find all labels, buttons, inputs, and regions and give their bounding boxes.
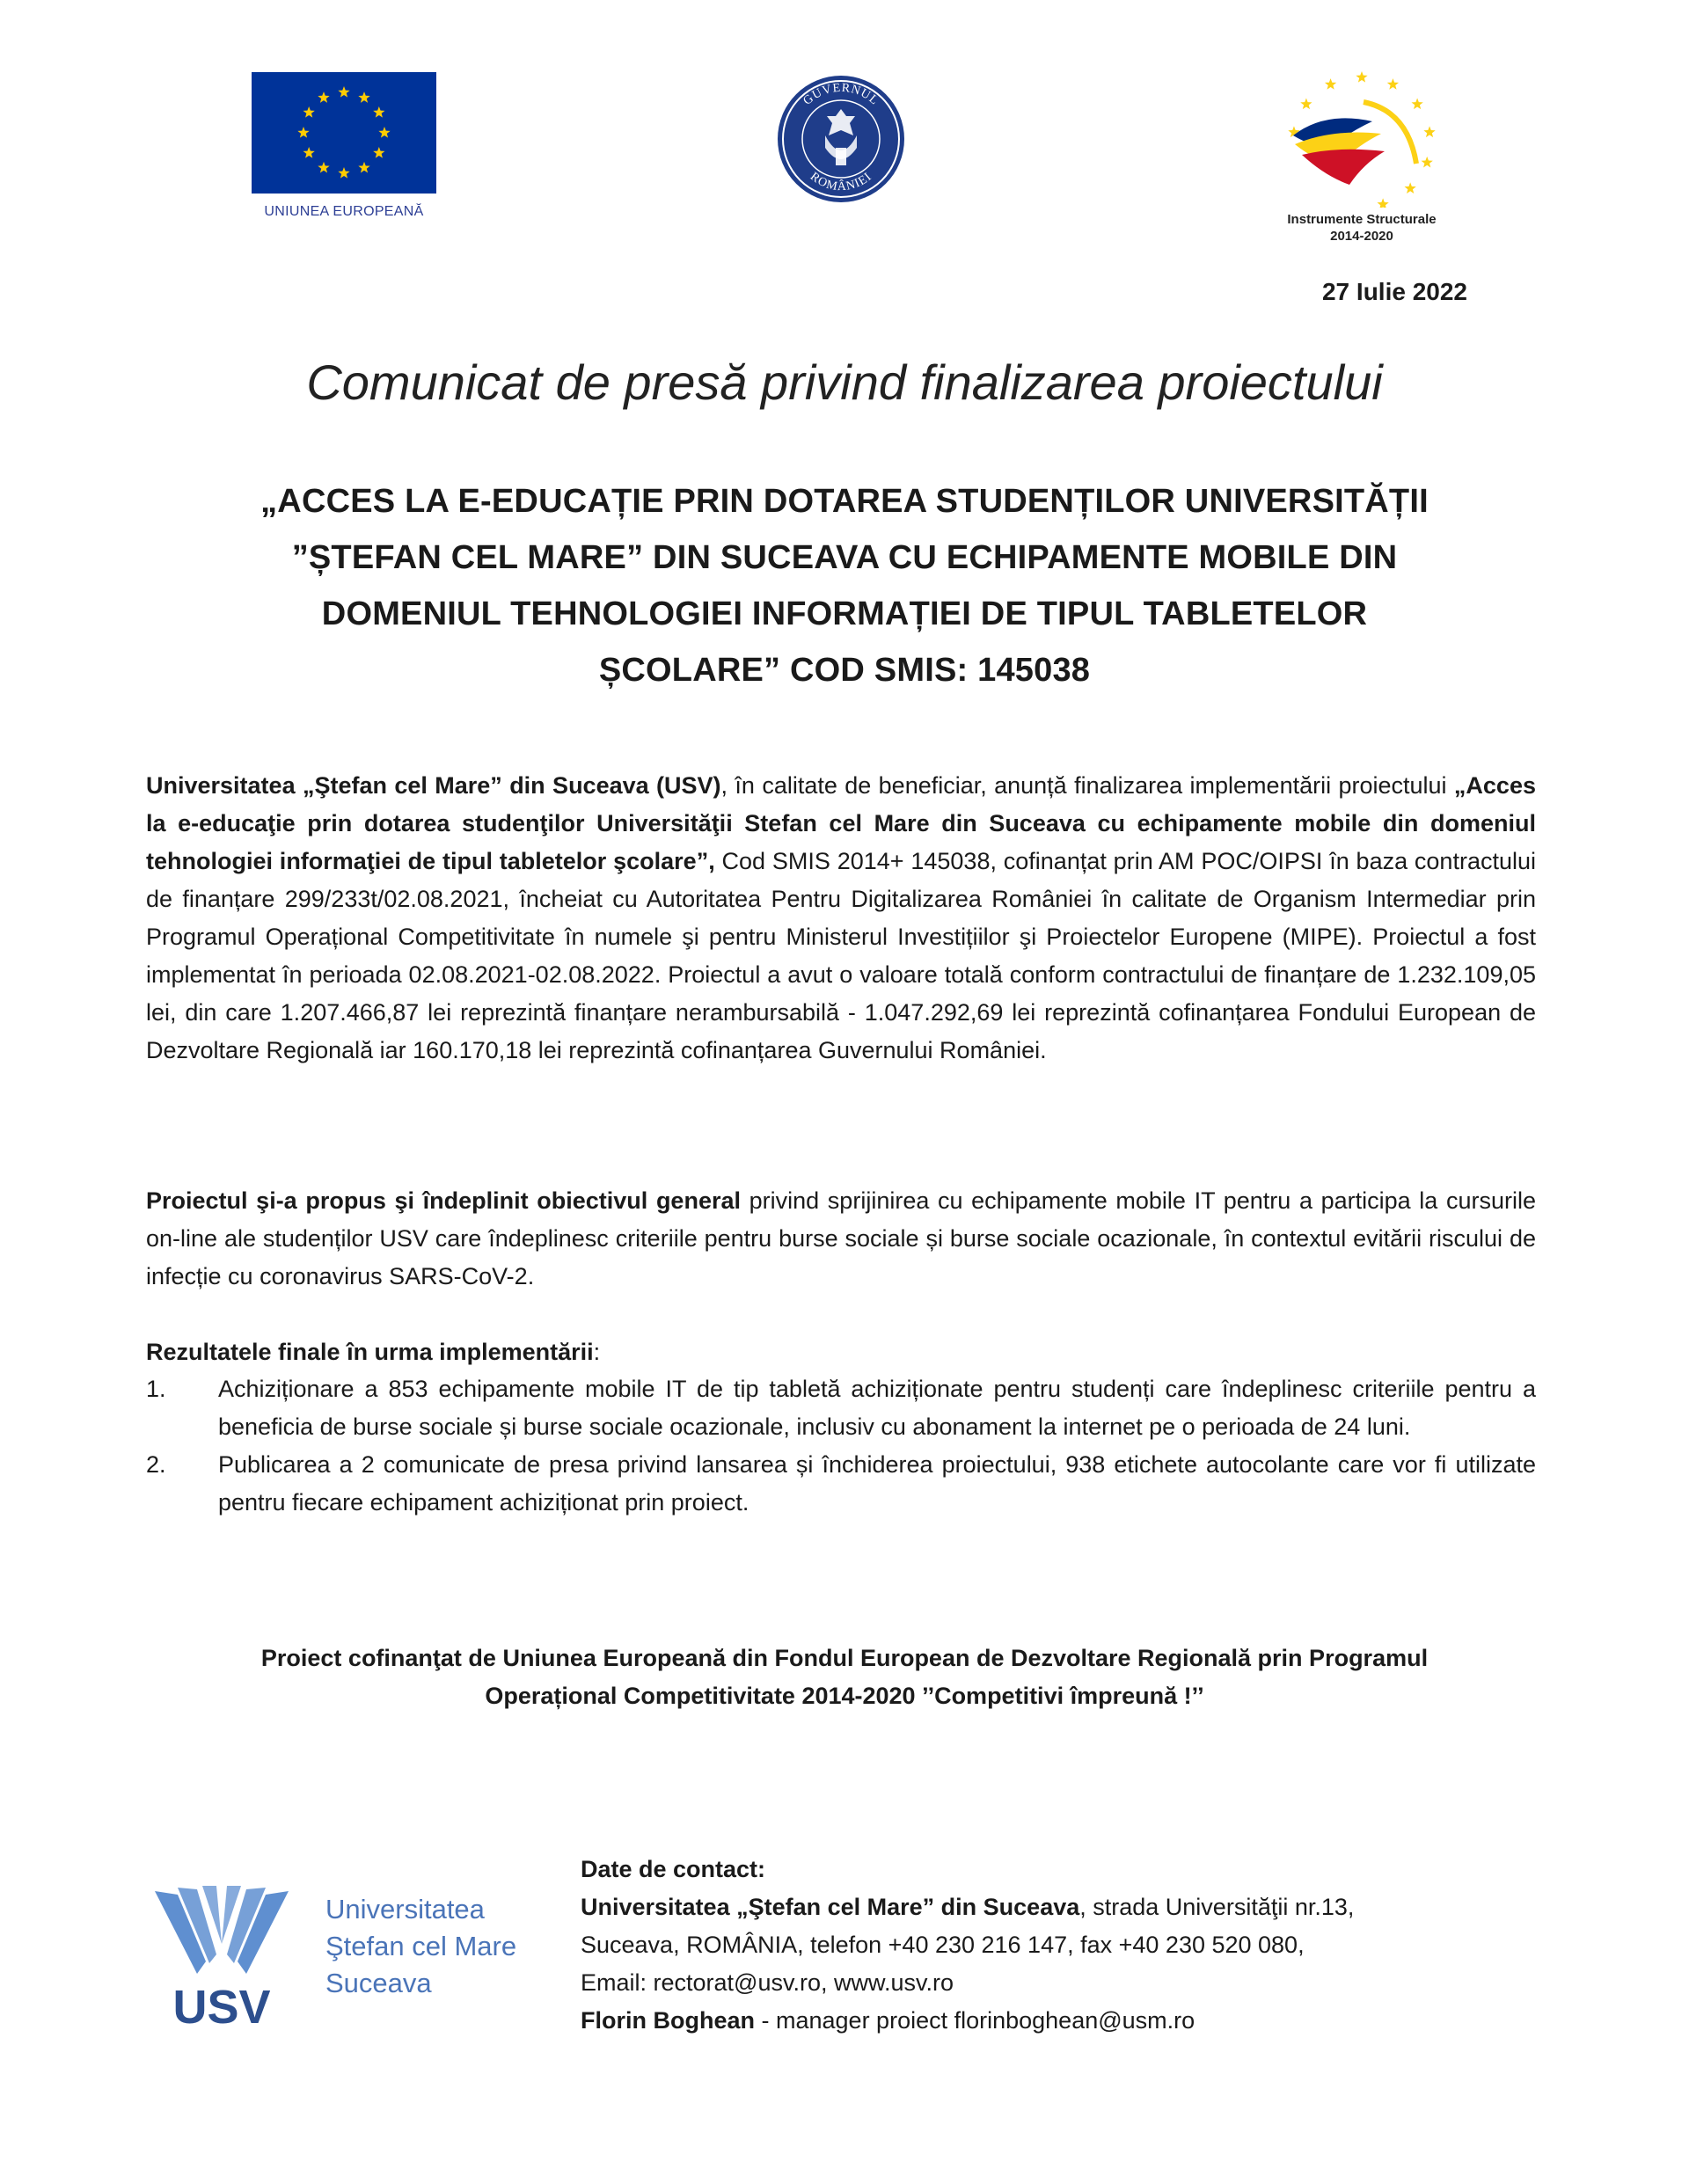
list-item-number: 1. xyxy=(146,1376,166,1402)
instrumente-structurale-label xyxy=(1249,211,1474,245)
usv-monogram: USV xyxy=(172,1981,271,2034)
intro-paragraph xyxy=(146,767,1536,1070)
contact-address: , strada Universităţii nr.13, xyxy=(1079,1894,1355,1920)
intro-text: , în calitate de beneficiar, anunță finalizarea implementării proiectului xyxy=(720,772,1454,799)
usv-name-line: Universitatea xyxy=(325,1894,485,1925)
is-star-icon xyxy=(1356,71,1367,83)
financing-details: Cod SMIS 2014+ 145038, cofinanțat prin AM POC/OIPSI în baza contractului de finanțare 299/233t/02.08.2021, încheiat cu Autoritatea Pentru Digitalizarea României în calitate de Organism Intermediar prin Programul Operațional Competitivitate în numele şi pentru Ministerul Investițiilor şi Proiectelor Europene (MIPE). Proiectul a fost implementat în perioada 02.08.2021-02.08.2022. Proiectul a avut o valoare totală conform contractului de finanțare de 1.232.109,05 lei, din care 1.207.466,87 lei reprezintă finanțare nerambursabilă - 1.047.292,69 lei reprezintă cofinanțarea Fondului European de Dezvoltare Regională iar 160.170,18 lei reprezintă cofinanțarea Guvernului României. xyxy=(146,848,1536,1063)
usv-name-line: Ştefan cel Mare xyxy=(325,1931,517,1961)
cofinancing-note-line: Operațional Competitivitate 2014-2020 ’’Competitivi împreună !’’ xyxy=(485,1683,1204,1709)
objective-paragraph xyxy=(146,1182,1536,1296)
contact-address-line2: Suceava, ROMÂNIA, telefon +40 230 216 147, fax +40 230 520 080, xyxy=(581,1932,1305,1958)
results-heading-colon: : xyxy=(593,1339,601,1365)
cofinancing-note xyxy=(176,1640,1513,1715)
contact-manager-name: Florin Boghean xyxy=(581,2007,755,2034)
list-item xyxy=(146,1370,1536,1446)
contact-email-line: Email: rectorat@usv.ro, www.usv.ro xyxy=(581,1969,954,1996)
cofinancing-note-line: Proiect cofinanţat de Uniunea Europeană din Fondul European de Dezvoltare Regională prin Programul xyxy=(260,1645,1429,1671)
results-heading xyxy=(146,1333,1536,1371)
is-star-icon xyxy=(1422,157,1433,168)
project-title-line: ȘCOLARE” COD SMIS: 145038 xyxy=(598,652,1091,689)
usv-university-logo xyxy=(148,1882,296,2034)
list-item-text: Achiziționare a 853 echipamente mobile IT de tip tabletă achiziționate pentru studenți care îndeplinesc criteriile pentru a beneficia de burse sociale și burse sociale ocazionale, inclusiv cu abonament la internet pe o perioada de 24 luni. xyxy=(218,1376,1536,1440)
project-title-line: „ACCES LA E-EDUCAȚIE PRIN DOTAREA STUDENȚILOR UNIVERSITĂȚII xyxy=(260,483,1429,520)
beneficiary-name: Universitatea „Ştefan cel Mare” din Suceava (USV) xyxy=(146,772,721,799)
is-star-icon xyxy=(1405,182,1416,194)
is-label-line1: Instrumente Structurale xyxy=(1287,212,1437,227)
contact-heading: Date de contact: xyxy=(581,1856,766,1882)
usv-name-logo-text xyxy=(325,1891,563,2002)
usv-name-line: Suceava xyxy=(325,1968,432,1998)
list-item-number: 2. xyxy=(146,1451,166,1478)
page-title: Comunicat de presă privind finalizarea proiectului xyxy=(306,354,1383,410)
objective-text: privind sprijinirea cu echipamente mobile IT pentru a participa la cursurile on-line ale studenților USV care îndeplinesc criteriile pentru burse sociale și burse sociale ocazionale, în contextul evitării riscului de infecție cu coronavirus SARS-CoV-2. xyxy=(146,1187,1536,1289)
is-star-icon xyxy=(1423,126,1435,137)
eu-flag-logo xyxy=(252,72,436,194)
eu-label: UNIUNEA EUROPEANĂ xyxy=(264,204,424,219)
is-star-icon xyxy=(1325,78,1336,90)
is-star-icon xyxy=(1387,78,1399,90)
is-star-icon xyxy=(1300,99,1312,110)
objective-lead: Proiectul şi-a propus şi îndeplinit obiectivul general xyxy=(146,1187,741,1214)
instrumente-structurale-logo xyxy=(1276,67,1448,208)
project-title-line: DOMENIUL TEHNOLOGIEI INFORMAȚIEI DE TIPUL TABLETELOR xyxy=(321,595,1368,632)
is-label-line2: 2014-2020 xyxy=(1330,229,1393,244)
project-name: „Acces la e-educaţie prin dotarea studenţilor Universităţii Stefan cel Mare din Suceava cu echipamente mobile din domeniul tehnologiei informaţiei de tipul tabletelor şcolare”, xyxy=(146,772,1536,874)
results-list xyxy=(146,1370,1536,1522)
list-item xyxy=(146,1446,1536,1522)
is-star-icon xyxy=(1411,99,1422,110)
is-star-icon xyxy=(1377,198,1388,208)
romanian-government-seal-logo xyxy=(776,74,906,204)
contact-manager-role: - manager proiect florinboghean@usm.ro xyxy=(755,2007,1195,2034)
svg-text:GUVERNUL: GUVERNUL xyxy=(801,81,881,108)
contact-org-name: Universitatea „Ştefan cel Mare” din Suceava xyxy=(581,1894,1080,1920)
svg-text:ROMÂNIEI: ROMÂNIEI xyxy=(807,170,875,194)
contact-block xyxy=(581,1851,1548,2040)
results-heading-text: Rezultatele finale în urma implementării xyxy=(146,1339,594,1365)
project-title xyxy=(158,473,1531,698)
release-date: 27 Iulie 2022 xyxy=(1321,278,1467,305)
project-title-line: ”ȘTEFAN CEL MARE” DIN SUCEAVA CU ECHIPAMENTE MOBILE DIN xyxy=(291,539,1398,576)
list-item-text: Publicarea a 2 comunicate de presa privind lansarea și închiderea proiectului, 938 etichete autocolante care vor fi utilizate pentru fiecare echipament achiziționat prin proiect. xyxy=(218,1451,1536,1516)
